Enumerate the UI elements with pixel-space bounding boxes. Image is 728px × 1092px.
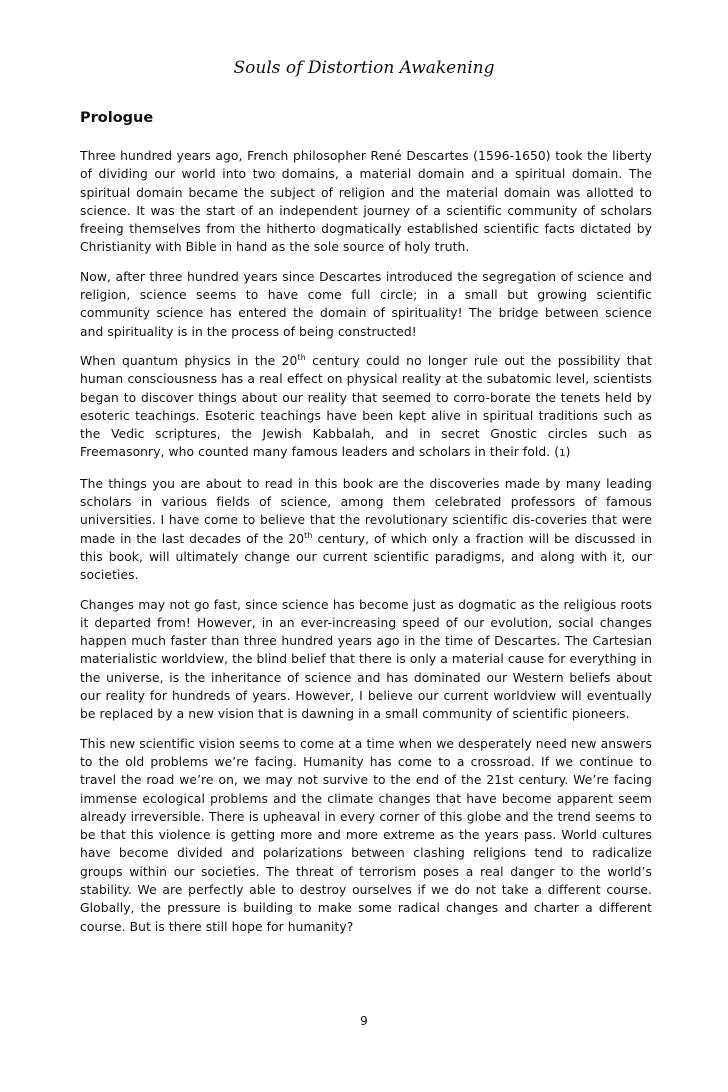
- paragraph-2: Now, after three hundred years since Descartes introduced the segregation of science and religion, science seems to have come full circle; in a small but growing scientific community science has entered the domain of spirituality! The bridge between science and spirituality is in the process of being constructed!: [80, 269, 652, 339]
- paragraph-3-text-a: When quantum physics in the 20: [80, 353, 298, 368]
- paragraph-4-text-b: century, of which only a fraction will be discussed in this book, will ultimately change our current scientific paradigms, and along with it, our societies.: [80, 531, 652, 583]
- chapter-heading: Prologue: [80, 110, 154, 126]
- paragraph-3: [80, 352, 652, 464]
- running-header: Souls of Distortion Awakening: [233, 58, 495, 78]
- paragraph-4-text-a: The things you are about to read in this book are the discoveries made by many leading scholars in various fields of science, among them celebrated professors of famous universities. I have come to believe that the revolutionary scientific dis-coveries that were made in the last decades of the 20: [80, 476, 652, 546]
- paragraph-4: [80, 475, 652, 585]
- paragraph-3-text-c: ): [565, 445, 571, 460]
- page-number: 9: [360, 1014, 368, 1028]
- paragraph-1: Three hundred years ago, French philosopher René Descartes (1596-1650) took the liberty of dividing our world into two domains, a material domain and a spiritual domain. The spiritual domain became the subject of religion and the material domain was allotted to science. It was the start of an independent journey of a scientific community of scholars freeing themselves from the hitherto dogmatically established scientific facts dictated by Christianity with Bible in hand as the sole source of holy truth.: [80, 149, 652, 255]
- superscript-th: th: [304, 530, 313, 540]
- paragraph-5: Changes may not go fast, since science has become just as dogmatic as the religious roots it departed from! However, in an ever-increasing speed of our evolution, social changes happen much faster than three hundred years ago in the time of Descartes. The Cartesian materialistic worldview, the blind belief that there is only a material cause for everything in the universe, is the inheritance of science and has dominated our Western beliefs about our reality for hundreds of years. However, I believe our current worldview will eventually be replaced by a new vision that is dawning in a small community of scientific pioneers.: [80, 597, 652, 722]
- superscript-th: th: [297, 352, 306, 362]
- body-text: [80, 147, 652, 947]
- paragraph-3-text-b: century could no longer rule out the possibility that human consciousness has a real effect on physical reality at the subatomic level, scientists began to discover things about our reality that seemed to corro-borate the tenets held by esoteric teachings. Esoteric teachings have been kept alive in spiritual traditions such as the Vedic scriptures, the Jewish Kabbalah, and in secret Gnostic circles such as Freemasonry, who counted many famous leaders and scholars in their fold. (: [80, 353, 652, 460]
- footnote-reference: 1: [559, 448, 566, 460]
- paragraph-6: This new scientific vision seems to come at a time when we desperately need new answers to the old problems we’re facing. Humanity has come to a crossroad. If we continue to travel the road we’re on, we may not survive to the end of the 21st century. We’re facing immense ecological problems and the climate changes that have become apparent seem already irreversible. There is upheaval in every corner of this globe and the trend seems to be that this violence is getting more and more extreme as the years pass. World cultures have become divided and polarizations between clashing religions tend to radicalize groups within our societies. The threat of terrorism poses a real danger to the world’s stability. We are perfectly able to destroy ourselves if we do not take a different course. Globally, the pressure is building to make some radical changes and charter a different course. But is there still hope for humanity?: [80, 736, 652, 934]
